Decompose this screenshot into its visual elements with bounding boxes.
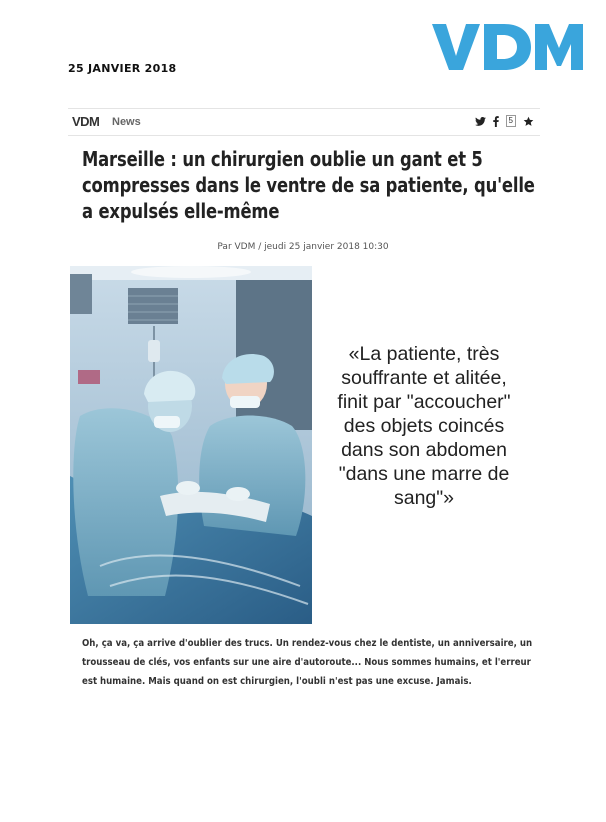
- page-date: 25 JANVIER 2018: [68, 62, 177, 75]
- news-bar: [68, 108, 540, 136]
- twitter-icon[interactable]: [475, 114, 486, 128]
- news-logo: VDM: [72, 114, 100, 129]
- facebook-icon[interactable]: [493, 114, 499, 128]
- article-headline: Marseille : un chirurgien oublie un gant et 5 compresses dans le ventre de sa patiente, qu'elle a expulsés elle-même: [82, 147, 535, 223]
- article-byline: Par VDM / jeudi 25 janvier 2018 10:30: [217, 242, 389, 252]
- star-icon[interactable]: [523, 114, 534, 128]
- surgeons-photo: [70, 266, 312, 624]
- pull-quote: «La patiente, très souffrante et alitée, finit par "accoucher" des objets coincés dans son abdomen "dans une marre de sang"»: [337, 343, 511, 509]
- share-buttons: [475, 114, 534, 128]
- article-body: Oh, ça va, ça arrive d'oublier des trucs. Un rendez-vous chez le dentiste, un anniversaire, un trousseau de clés, vos enfants sur une aire d'autoroute... Nous sommes humains, et l'erreur est humaine. Mais quand on est chirurgien, l'oubli n'est pas une excuse. Jamais.: [82, 638, 533, 687]
- news-label: News: [112, 116, 141, 128]
- vdm-brand-logo: [432, 22, 584, 72]
- facebook-share-count: 5: [506, 115, 516, 127]
